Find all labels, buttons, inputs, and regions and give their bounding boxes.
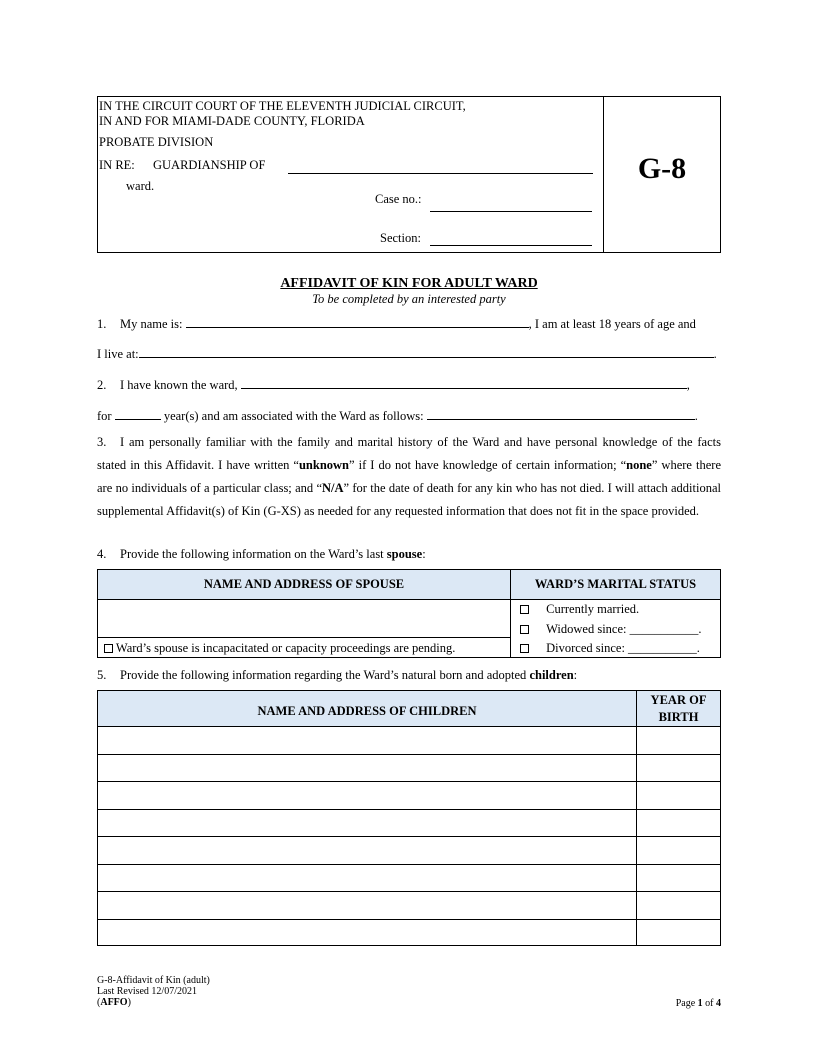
unknown-keyword: unknown: [298, 458, 350, 472]
child-row-8-name[interactable]: [98, 920, 636, 945]
child-row-2-year[interactable]: [637, 755, 720, 781]
item-2-line-2: for year(s) and am associated with the Ward as follows: .: [97, 409, 698, 423]
year-of-birth-header-line-1: YEAR OF: [650, 693, 707, 707]
status-divorced-option: [520, 641, 700, 656]
item-1-text-a: My name is:: [120, 317, 183, 331]
page-label: Page: [675, 998, 696, 1009]
item-3-text-a: I am personally familiar with the family and marital history of the Ward and have personal knowledge of the facts stated in this Affidavit. I have written “: [97, 435, 721, 472]
court-line-2: IN AND FOR MIAMI-DADE COUNTY, FLORIDA: [99, 114, 365, 128]
item-1-line-2: I live at: .: [97, 347, 717, 361]
probate-division: PROBATE DIVISION: [99, 135, 214, 149]
none-keyword: none: [626, 458, 652, 472]
item-3-text-c: ” where there are no individuals of a particular class; and “: [97, 458, 721, 495]
page-total: 4: [716, 998, 721, 1009]
section-label: Section:: [380, 231, 421, 245]
item-5-line: 5. Provide the following information regarding the Ward’s natural born and adopted children:: [97, 668, 578, 682]
guardianship-label: GUARDIANSHIP OF: [153, 158, 266, 172]
child-row-7-year[interactable]: [637, 892, 720, 919]
incapacitated-label: Ward’s spouse is incapacitated or capacity proceedings are pending.: [115, 641, 456, 655]
item-3-number: 3.: [97, 435, 107, 449]
page-number: [676, 998, 721, 1009]
item-1-number: 1.: [97, 317, 107, 331]
incapacitated-option: [104, 641, 455, 656]
status-widowed-option: [520, 622, 702, 637]
spouse-keyword: spouse: [386, 547, 423, 561]
ward-known-name-field[interactable]: [241, 377, 687, 389]
marital-status-header: WARD’S MARITAL STATUS: [534, 577, 697, 591]
item-3-text-b: ” if I do not have knowledge of certain information; “: [349, 458, 627, 472]
footer-revision-date: Last Revised 12/07/2021: [97, 986, 197, 997]
case-no-label: Case no.:: [375, 192, 422, 206]
widowed-checkbox[interactable]: [520, 625, 529, 634]
spouse-name-address-cell[interactable]: [98, 600, 510, 637]
association-field[interactable]: [427, 408, 695, 420]
footer-code-open: (: [97, 997, 101, 1008]
year-of-birth-header-line-2: BIRTH: [658, 710, 699, 724]
footer-form-info: [97, 975, 210, 1008]
child-row-5-name[interactable]: [98, 837, 636, 864]
child-row-3-name[interactable]: [98, 782, 636, 809]
form-title: AFFIDAVIT OF KIN FOR ADULT WARD: [280, 276, 538, 291]
child-row-8-year[interactable]: [637, 920, 720, 945]
ward-label: ward.: [126, 179, 155, 193]
footer-code-value: AFFO: [100, 997, 128, 1008]
case-no-field[interactable]: [430, 211, 592, 212]
incapacitated-checkbox[interactable]: [104, 644, 113, 653]
married-label: Currently married.: [546, 602, 640, 616]
child-row-1-name[interactable]: [98, 727, 636, 754]
item-1-line-1: [97, 316, 721, 332]
spouse-table: [97, 569, 721, 658]
ward-name-field[interactable]: [288, 173, 593, 174]
child-row-5-year[interactable]: [637, 837, 720, 864]
item-4-line: 4. Provide the following information on the Ward’s last spouse:: [97, 547, 426, 561]
item-5-number: 5.: [97, 668, 107, 682]
item-3-paragraph: [97, 431, 721, 523]
widowed-label: Widowed since: ___________.: [546, 622, 702, 636]
item-1-text-c: I live at:: [97, 347, 139, 361]
status-married-option: [520, 602, 639, 617]
form-subtitle: To be completed by an interested party: [312, 292, 506, 306]
children-name-header: NAME AND ADDRESS OF CHILDREN: [257, 704, 477, 718]
page-current: 1: [697, 998, 703, 1009]
case-caption-box: [97, 96, 721, 253]
section-field[interactable]: [430, 245, 592, 246]
affiant-address-field[interactable]: [139, 346, 714, 358]
child-row-6-name[interactable]: [98, 865, 636, 891]
item-2-line-1: 2. I have known the ward, ,: [97, 378, 690, 392]
court-line-1: IN THE CIRCUIT COURT OF THE ELEVENTH JUDICIAL CIRCUIT,: [99, 99, 466, 113]
item-5-text: Provide the following information regarding the Ward’s natural born and adopted: [120, 668, 530, 682]
years-known-field[interactable]: [115, 408, 161, 420]
affiant-name-field[interactable]: [186, 316, 529, 328]
child-row-1-year[interactable]: [637, 727, 720, 754]
children-keyword: children: [529, 668, 574, 682]
item-4-number: 4.: [97, 547, 107, 561]
footer-code-close: ): [127, 997, 131, 1008]
item-1-text-b: , I am at least 18 years of age and: [528, 317, 696, 331]
page-of: of: [705, 998, 714, 1009]
spouse-cell-divider: [98, 637, 510, 638]
child-row-7-name[interactable]: [98, 892, 636, 919]
item-2-text-c: year(s) and am associated with the Ward as follows:: [163, 409, 424, 423]
item-2-text-a: I have known the ward,: [120, 378, 238, 392]
footer-code: [97, 997, 210, 1008]
child-row-2-name[interactable]: [98, 755, 636, 781]
item-2-number: 2.: [97, 378, 107, 392]
divorced-checkbox[interactable]: [520, 644, 529, 653]
divorced-label: Divorced since: ___________.: [546, 641, 700, 655]
item-4-text: Provide the following information on the Ward’s last: [120, 547, 387, 561]
item-2-text-b: for: [97, 409, 112, 423]
children-table: [97, 690, 721, 946]
spouse-name-header: NAME AND ADDRESS OF SPOUSE: [203, 577, 405, 591]
child-row-4-year[interactable]: [637, 810, 720, 836]
child-row-3-year[interactable]: [637, 782, 720, 809]
footer-form-name: G-8-Affidavit of Kin (adult): [97, 975, 210, 986]
in-re-label: IN RE:: [99, 158, 135, 172]
na-keyword: N/A: [322, 481, 344, 495]
child-row-4-name[interactable]: [98, 810, 636, 836]
married-checkbox[interactable]: [520, 605, 529, 614]
item-3-text-d: ” for the date of death for any kin who has not died. I will attach additional supplemental Affidavit(s) of Kin (G-XS) as needed for any requested information that does not fit in the space provided.: [97, 481, 721, 518]
form-number: G-8: [637, 152, 687, 185]
child-row-6-year[interactable]: [637, 865, 720, 891]
